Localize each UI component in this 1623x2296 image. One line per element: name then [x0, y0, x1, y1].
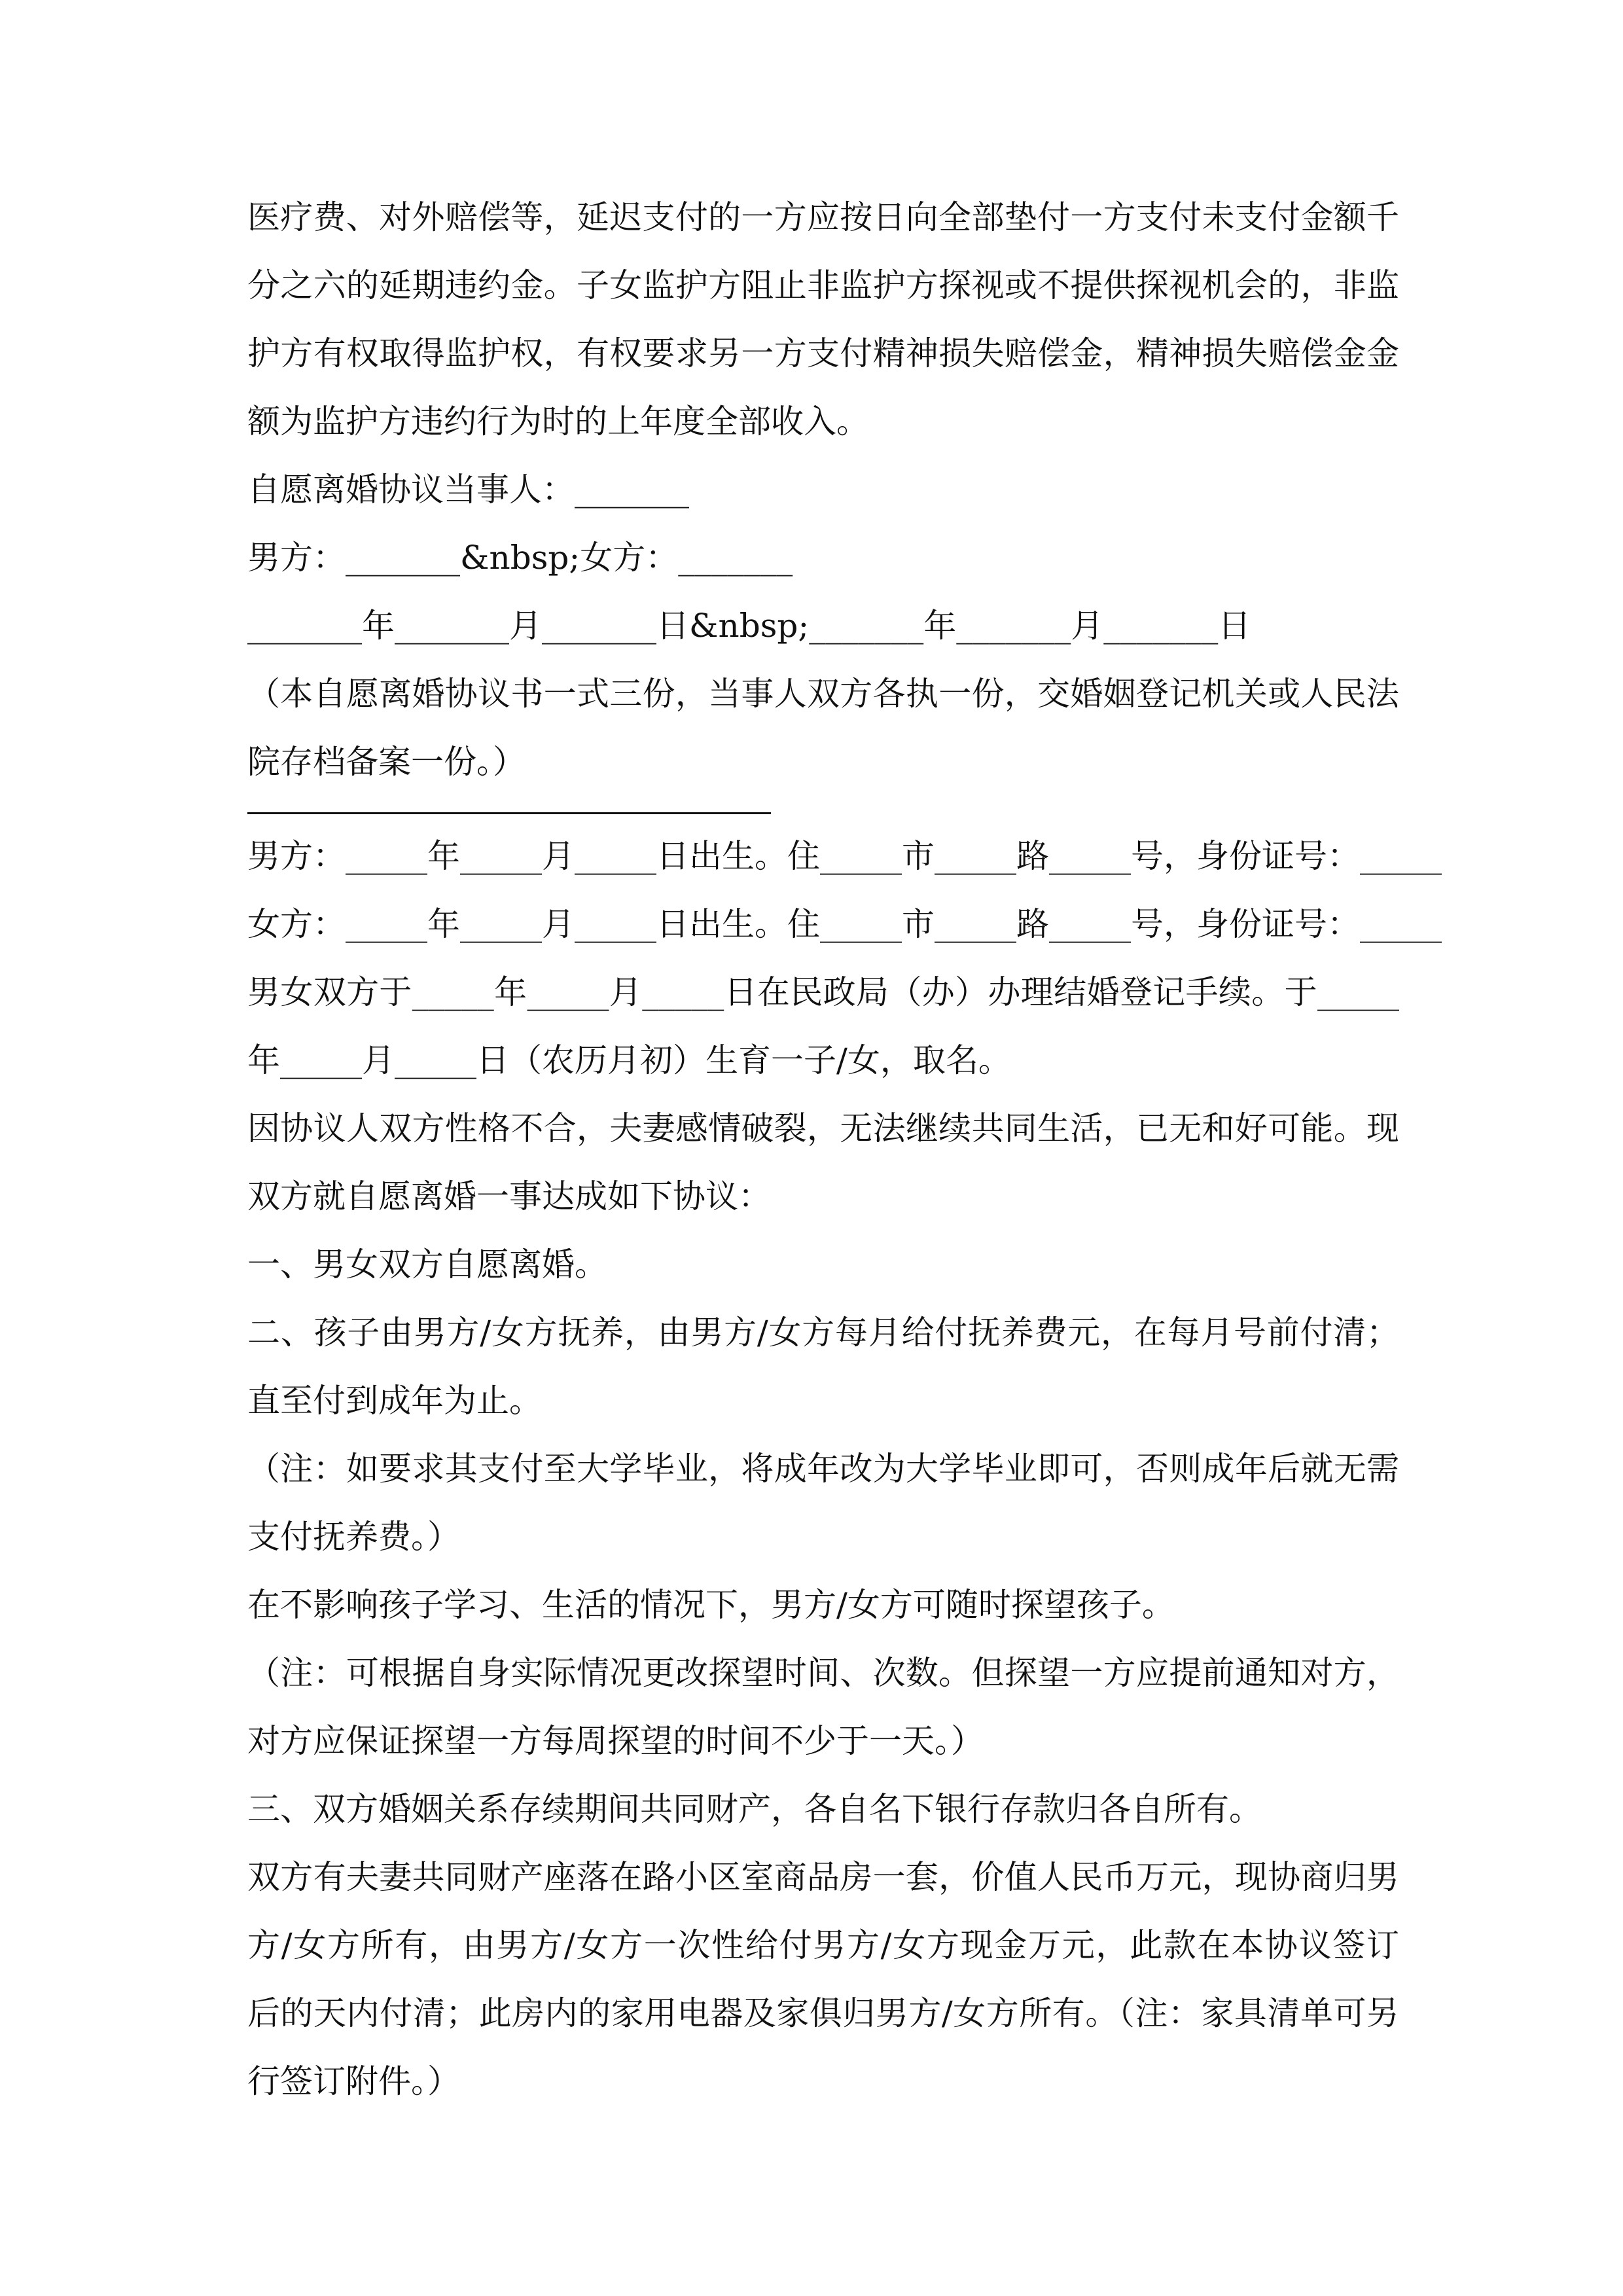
- note-line: 对方应保证探望一方每周探望的时间不少于一天。）: [247, 1722, 984, 1760]
- signature-names-line: 男方：_______&nbsp;女方：_______: [247, 539, 793, 577]
- paragraph-line: 护方有权取得监护权，有权要求另一方支付精神损失赔偿金，精神损失赔偿金金: [247, 334, 1399, 372]
- section-divider: [247, 812, 771, 814]
- copies-note-line: （本自愿离婚协议书一式三份，当事人双方各执一份，交婚姻登记机关或人民法: [247, 675, 1399, 713]
- signature-date-line: _______年_______月_______日&nbsp;_______年_______月_______日: [247, 607, 1251, 645]
- female-party-info-line: 女方：_____年_____月_____日出生。住_____市_____路_____号，身份证号：_____: [247, 905, 1442, 943]
- property-line: 方/女方所有，由男方/女方一次性给付男方/女方现金万元，此款在本协议签订: [247, 1926, 1399, 1964]
- clause-two-line: 直至付到成年为止。: [247, 1382, 542, 1420]
- note-line: （注：可根据自身实际情况更改探望时间、次数。但探望一方应提前通知对方，: [247, 1654, 1399, 1692]
- marriage-registration-line: 男女双方于_____年_____月_____日在民政局（办）办理结婚登记手续。于_____: [247, 973, 1399, 1011]
- male-party-info-line: 男方：_____年_____月_____日出生。住_____市_____路_____号，身份证号：_____: [247, 837, 1442, 875]
- paragraph-line: 分之六的延期违约金。子女监护方阻止非监护方探视或不提供探视机会的，非监: [247, 266, 1399, 304]
- note-line: 支付抚养费。）: [247, 1518, 460, 1556]
- paragraph-line: 因协议人双方性格不合，夫妻感情破裂，无法继续共同生活，已无和好可能。现: [247, 1109, 1399, 1147]
- property-line: 双方有夫妻共同财产座落在路小区室商品房一套，价值人民币万元，现协商归男: [247, 1858, 1399, 1896]
- property-line: 行签订附件。）: [247, 2062, 460, 2100]
- paragraph-line: 医疗费、对外赔偿等，延迟支付的一方应按日向全部垫付一方支付未支付金额千: [247, 198, 1399, 236]
- clause-one-line: 一、男女双方自愿离婚。: [247, 1246, 607, 1283]
- paragraph-line: 双方就自愿离婚一事达成如下协议：: [247, 1177, 771, 1215]
- copies-note-line: 院存档备案一份。）: [247, 743, 526, 781]
- visitation-line: 在不影响孩子学习、生活的情况下，男方/女方可随时探望孩子。: [247, 1586, 1175, 1624]
- signature-party-line: 自愿离婚协议当事人：_______: [247, 471, 689, 509]
- marriage-registration-line: 年_____月_____日（农历月初）生育一子/女，取名。: [247, 1041, 1011, 1079]
- property-line: 后的天内付清；此房内的家用电器及家俱归男方/女方所有。（注：家具清单可另: [247, 1994, 1399, 2032]
- clause-three-line: 三、双方婚姻关系存续期间共同财产，各自名下银行存款归各自所有。: [247, 1790, 1262, 1828]
- clause-two-line: 二、孩子由男方/女方抚养，由男方/女方每月给付抚养费元，在每月号前付清；: [247, 1314, 1399, 1352]
- note-line: （注：如要求其支付至大学毕业，将成年改为大学毕业即可，否则成年后就无需: [247, 1450, 1399, 1488]
- paragraph-line: 额为监护方违约行为时的上年度全部收入。: [247, 403, 869, 440]
